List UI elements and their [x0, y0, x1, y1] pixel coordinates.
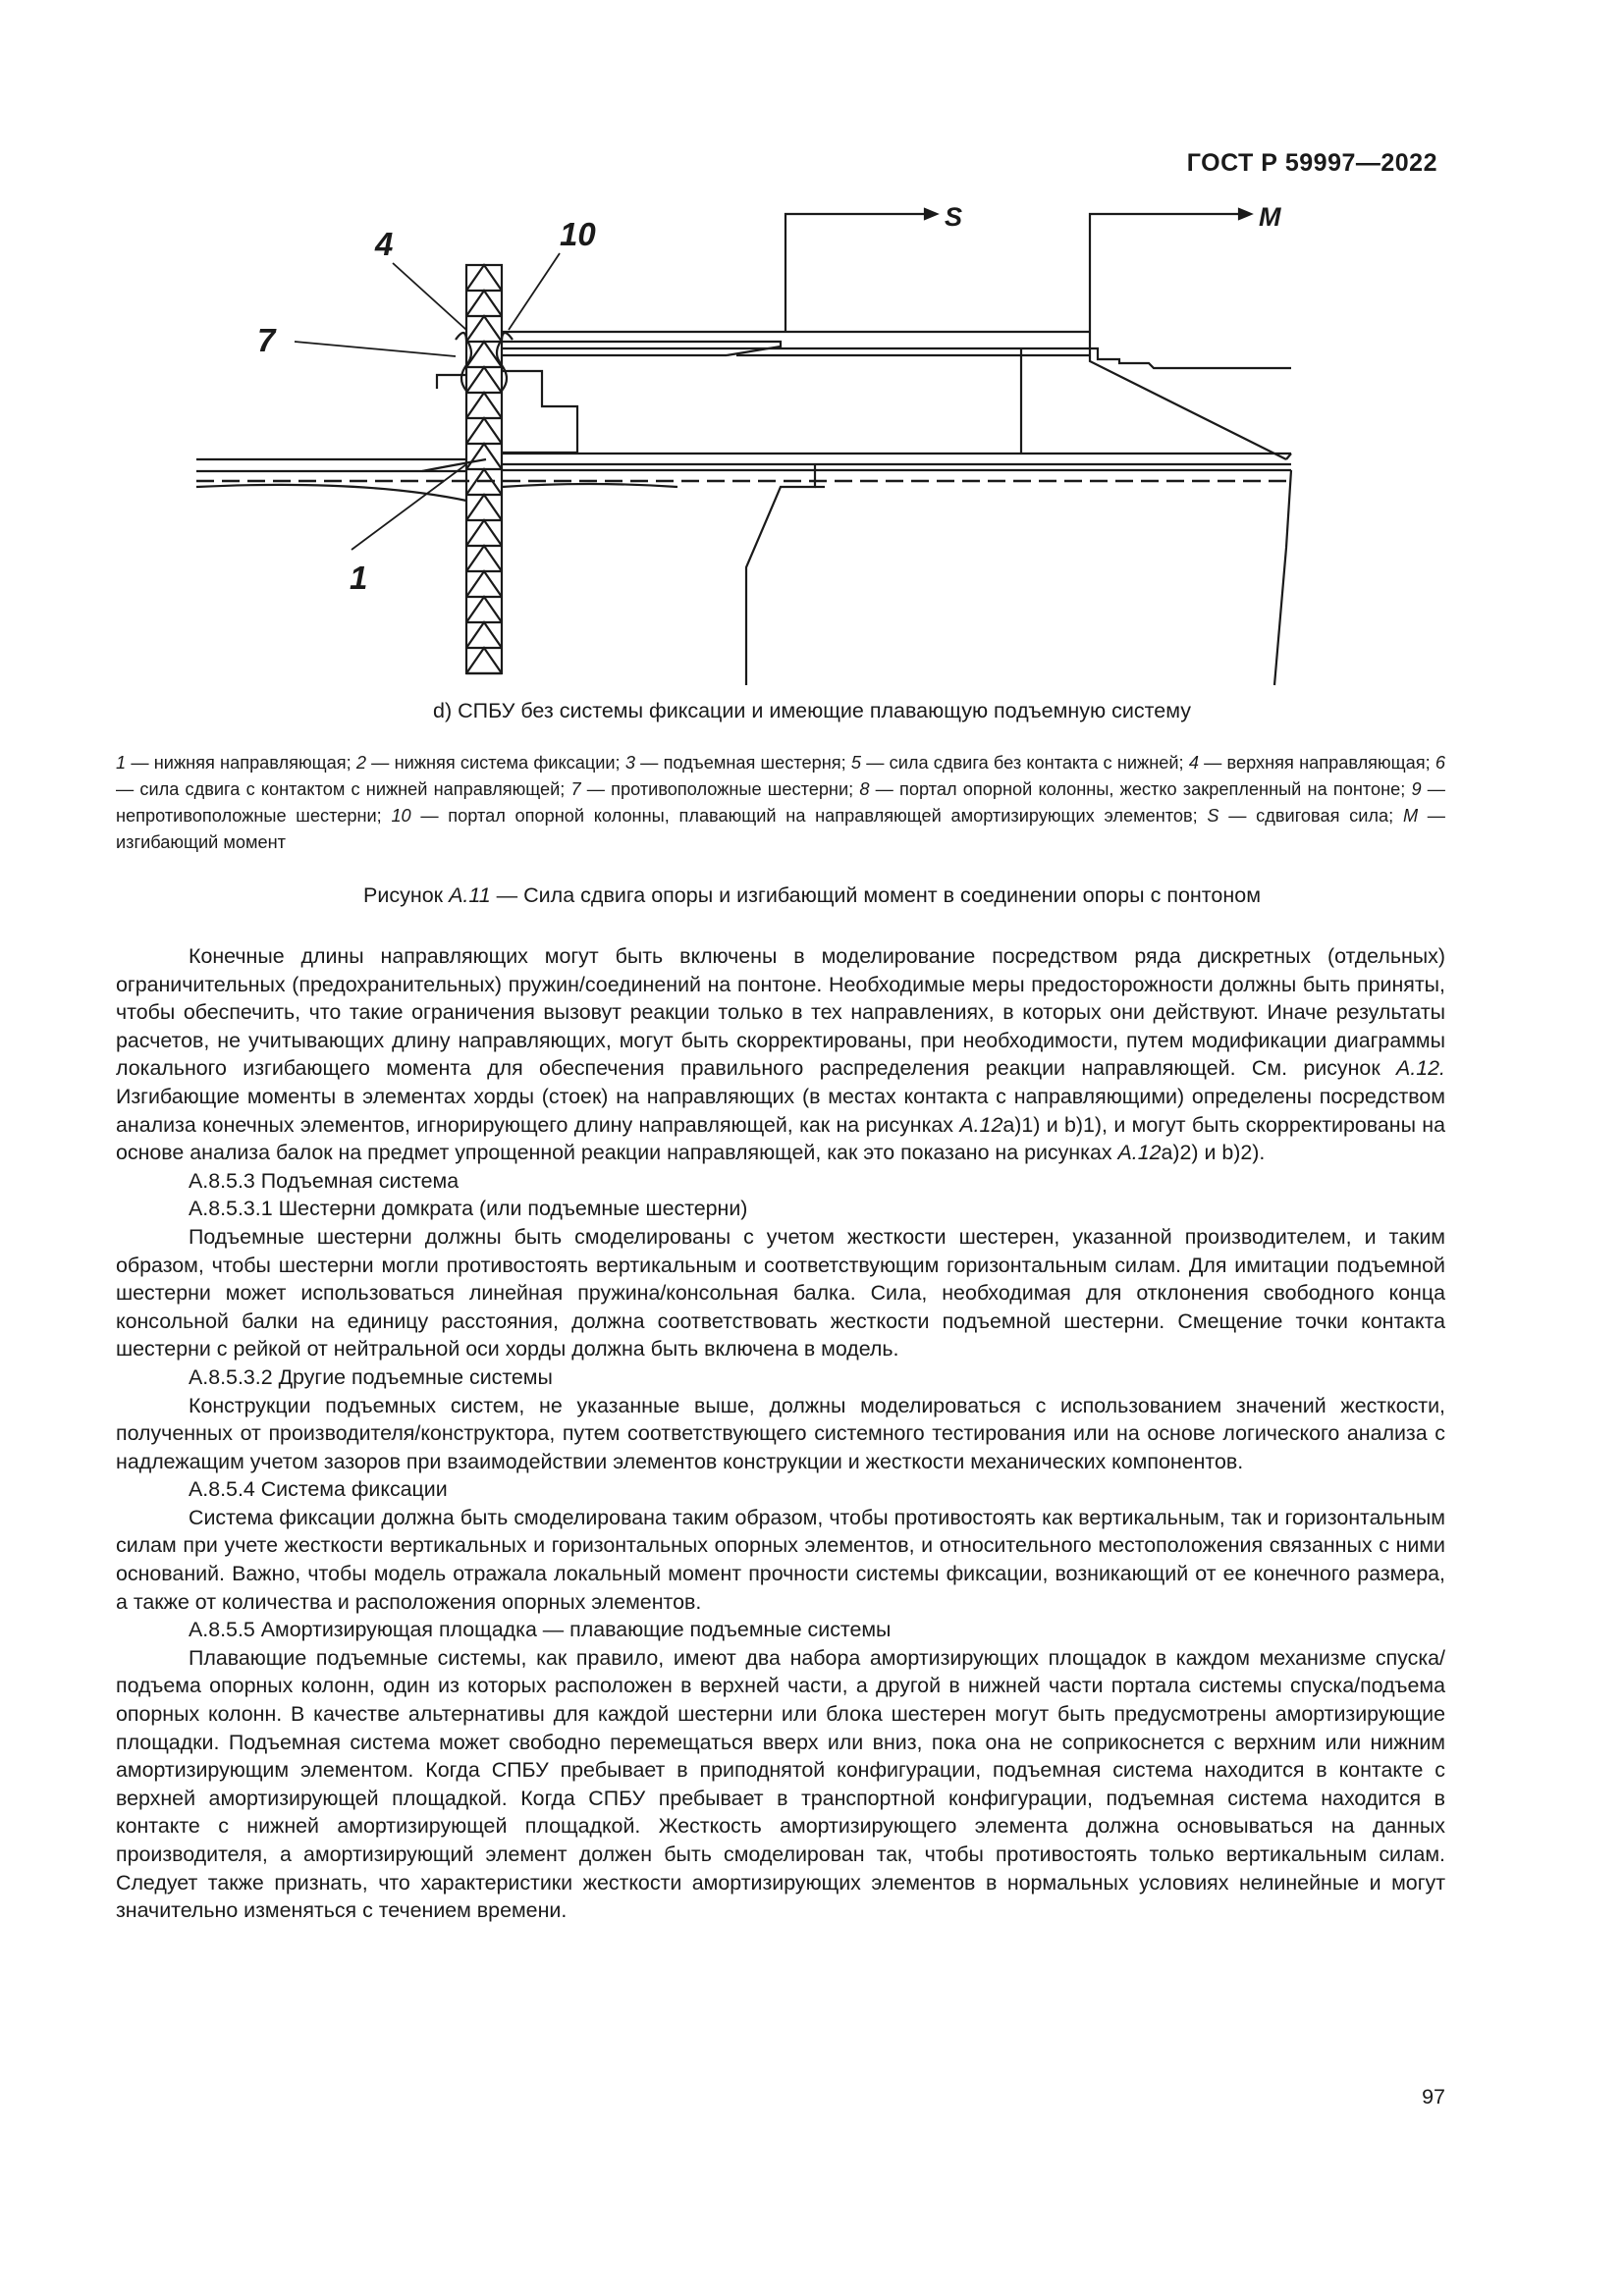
body-text	[116, 942, 1445, 1925]
label-10: 10	[560, 216, 596, 252]
paragraph: Конструкции подъемных систем, не указанные выше, должны моделироваться с использованием значений жесткости, полученных от производителя/конструктора, путем соответствующего системного тестирования или на основе логического анализа с надлежащим учетом зазоров при взаимодействии элементов конструкции и жесткости механических компонентов.	[116, 1393, 1445, 1473]
figure-legend: 1 — нижняя направляющая; 2 — нижняя система фиксации; 3 — подъемная шестерня; 5 — сила сдвига без контакта с нижней; 4 — верхняя направляющая; 6 — сила сдвига с контактом с нижней направляющей; 7 — противоположные шестерни; 8 — портал опорной колонны, жестко закрепленный на понтоне; 9 — непротивоположные шестерни; 10 — портал опорной колонны, плавающий на направляющей амортизирующих элементов; S — сдвиговая сила; M — изгибающий момент	[116, 753, 1445, 852]
section-heading: А.8.5.5 Амортизирующая площадка — плавающие подъемные системы	[189, 1618, 892, 1642]
lattice-bracing	[466, 265, 502, 673]
page-number: 97	[1422, 2085, 1445, 2109]
lattice-zigzag	[466, 265, 502, 673]
label-7: 7	[257, 322, 276, 358]
paragraph: Плавающие подъемные системы, как правило, имеют два набора амортизирующих площадок в каждом механизме спуска/подъема опорных колонн, один из которых расположен в верхней части, а другой в нижней части портала системы спуска/подъема опорных колонн. В качестве альтернативы для каждой шестерни или блока шестерен могут быть предусмотрены амортизирующие площадки. Подъемная система может свободно перемещаться вверх или вниз, пока она не соприкоснется с верхним или нижним амортизирующим элементом. Когда СПБУ пребывает в приподнятой конфигурации, подъемная система находится в контакте с верхней амортизирующей площадкой. Когда СПБУ пребывает в транспортной конфигурации, подъемная система находится в контакте с нижней амортизирующей площадкой. Жесткость амортизирующего элемента должна основываться на данных производителя, а амортизирующий элемент должен быть смоделирован так, чтобы противостоять только вертикальным силам. Следует также признать, что характеристики жесткости амортизирующих элементов в нормальных условиях нелинейные и могут значительно изменяться с течением времени.	[116, 1645, 1445, 1923]
paragraph: Конечные длины направляющих могут быть включены в моделирование посредством ряда дискретных (отдельных) ограничительных (предохранительных) пружин/соединений на понтоне. Необходимые меры предосторожности должны быть приняты, чтобы обеспечить, что такие ограничения вызовут реакции только в тех направлениях, в которых они действуют. Иначе результаты расчетов, не учитывающих длину направляющих, могут быть скорректированы, при необходимости, путем модификации диаграммы локального изгибающего момента для обеспечения правильного распределения реакции направляющей. См. рисунок А.12. Изгибающие моменты в элементах хорды (стоек) на направляющих (в местах контакта с направляющими) определены посредством анализа конечных элементов, игнорирующего длину направляющей, как на рисунках А.12а)1) и b)1), и могут быть скорректированы на основе анализа балок на предмет упрощенной реакции направляющей, как это показано на рисунках А.12а)2) и b)2).	[116, 944, 1446, 1165]
figure-caption: Рисунок А.11 — Сила сдвига опоры и изгибающий момент в соединении опоры с понтоном	[363, 883, 1261, 907]
label-m: M	[1259, 202, 1281, 232]
figure-a11-diagram	[257, 202, 1345, 685]
section-heading: А.8.5.3.2 Другие подъемные системы	[189, 1364, 553, 1389]
document-number: ГОСТ Р 59997—2022	[1186, 149, 1437, 177]
section-heading: А.8.5.3.1 Шестерни домкрата (или подъемные шестерни)	[189, 1197, 748, 1221]
label-s: S	[945, 202, 963, 232]
paragraph: Подъемные шестерни должны быть смоделированы с учетом жесткости шестерен, указанной производителем, и таким образом, чтобы шестерни могли противостоять вертикальным и соответствующим горизонтальным силам. Для имитации подъемной шестерни может использоваться линейная пружина/консольная балка. Сила, необходимая для отклонения свободного конца консольной балки на единицу расстояния, должна соответствовать жесткости подъемной шестерни. Смещение точки контакта шестерни с рейкой от нейтральной оси хорды должна быть включена в модель.	[116, 1224, 1445, 1362]
paragraph: Система фиксации должна быть смоделирована таким образом, чтобы противостоять как вертикальным, так и горизонтальным силам при учете жесткости вертикальных и горизонтальных опорных элементов, и относительного местоположения связанных с ними оснований. Важно, чтобы модель отражала локальный момент прочности системы фиксации, возникающий от ее конечного размера, а также от количества и расположения опорных элементов.	[116, 1505, 1445, 1614]
section-heading: А.8.5.3 Подъемная система	[189, 1168, 460, 1193]
label-1: 1	[350, 560, 368, 596]
figure-subcaption: d) СПБУ без системы фиксации и имеющие плавающую подъемную систему	[433, 699, 1191, 722]
section-heading: А.8.5.4 Система фиксации	[189, 1477, 448, 1502]
label-4: 4	[375, 226, 394, 262]
